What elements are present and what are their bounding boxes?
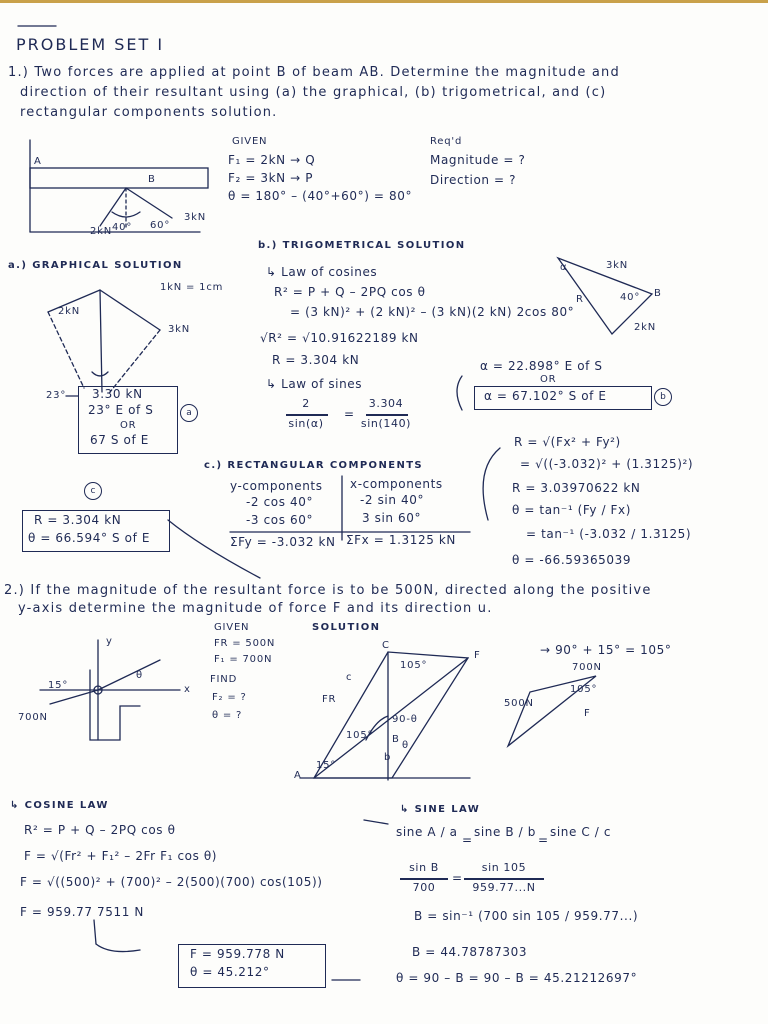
para-c-lower: c [346, 672, 353, 683]
rect-y-row-2: -3 cos 60° [246, 513, 314, 527]
p1-given-2: F₂ = 3kN → P [228, 171, 314, 185]
p2-find-2: θ = ? [212, 710, 243, 721]
graphical-answer-3: 67 S of E [90, 433, 149, 447]
g-arc [92, 372, 108, 376]
tri-label-3kn: 3kN [606, 260, 629, 271]
p1-fig-label-a: A [34, 156, 42, 167]
rect-x-row-2: 3 sin 60° [362, 511, 422, 525]
sine-ratio-2: sine B / b [474, 825, 536, 839]
p1-reqd-2: Direction = ? [430, 173, 517, 187]
trig-or: OR [540, 374, 557, 385]
sine-ratio-eq2: = [538, 833, 549, 847]
p1-statement-line-3: rectangular components solution. [20, 105, 278, 120]
trig-line-2: = (3 kN)² + (2 kN)² – (3 kN)(2 kN) 2cos 80° [290, 305, 575, 319]
p1-reqd-label: Req'd [430, 136, 463, 147]
rect-y-head: y-components [230, 479, 323, 493]
para-15: 15° [316, 760, 337, 771]
sine-ratio-1: sine A / a [396, 825, 458, 839]
para-fr: FR [322, 694, 337, 705]
para-105b: 105° [346, 730, 374, 741]
rect-r-line-3: R = 3.03970622 kN [512, 481, 641, 495]
g-resultant [100, 290, 102, 392]
brace-b [457, 376, 462, 410]
graphical-tag: a [180, 404, 198, 422]
tri2-700n: 700N [572, 662, 602, 673]
sine-ratio-eq1: = [462, 833, 473, 847]
rect-r-line-6: θ = -66.59365039 [512, 553, 632, 567]
trig-line-4: R = 3.304 kN [272, 353, 360, 367]
graphical-label-23: 23° [46, 390, 67, 401]
p2-given-1: FR = 500N [214, 638, 276, 649]
g-dash1 [48, 312, 84, 388]
rect-r-line-5: = tan⁻¹ (-3.032 / 1.3125) [526, 527, 692, 541]
trig-frac-left-top: 2 [302, 397, 310, 410]
tri-label-2kn: 2kN [634, 322, 657, 333]
p2-statement-line-1: 2.) If the magnitude of the resultant force is to be 500N, directed along the positive [4, 583, 652, 598]
p2-answer-2: θ = 45.212° [190, 965, 270, 979]
tri2-sum: → 90° + 15° = 105° [540, 643, 672, 657]
p2-statement-line-2: y-axis determine the magnitude of force F and its direction u. [18, 601, 493, 616]
graphical-answer-1: 3.30 kN [92, 387, 143, 401]
p1-fig-label-40: 40° [112, 222, 133, 233]
p1-fig-label-2kn: 2kN [90, 226, 113, 237]
beam [30, 168, 208, 188]
rect-sum-y: ΣFy = -3.032 kN [230, 535, 336, 549]
sine-b-line: B = sin⁻¹ (700 sin 105 / 959.77...) [414, 909, 639, 923]
force-2kn-line [100, 188, 126, 226]
para-a: A [294, 770, 302, 781]
cosine-line-2: F = √(Fr² + F₁² – 2Fr F₁ cos θ) [24, 849, 218, 863]
trig-frac-left-bar [286, 414, 328, 416]
graphical-label-2kn: 2kN [58, 306, 81, 317]
trig-frac-left-bot: sin(α) [288, 417, 324, 430]
brace-c [483, 448, 500, 520]
rect-tag: c [84, 482, 102, 500]
trig-heading: b.) TRIGOMETRICAL SOLUTION [258, 240, 466, 251]
p2-find-label: FIND [210, 674, 238, 685]
graphical-answer-2: 23° E of S [88, 403, 154, 417]
sine-frac2-bar [464, 878, 544, 880]
para-f: F [474, 650, 481, 661]
p2-fig-x: x [184, 684, 191, 695]
trig-alpha-2: α = 67.102° S of E [484, 389, 607, 403]
rect-x-row-1: -2 sin 40° [360, 493, 425, 507]
p2-fig-15: 15° [48, 680, 69, 691]
sine-frac2-top: sin 105 [481, 861, 527, 874]
trig-frac-right-bot: sin(140) [360, 417, 412, 430]
p1-statement-line-2: direction of their resultant using (a) the graphical, (b) trigometrical, and (c) [20, 85, 607, 100]
sine-frac1-top: sin B [409, 861, 439, 874]
para-105: 105° [400, 660, 428, 671]
rect-r-line-2: = √((-3.032)² + (1.3125)²) [520, 457, 694, 471]
g-3kn [100, 290, 160, 330]
p2-arrow-curve [96, 944, 140, 952]
p2-fig-y: y [106, 636, 113, 647]
sine-frac1-bar [400, 878, 448, 880]
graphical-label-3kn: 3kN [168, 324, 191, 335]
trig-law-sin: ↳ Law of sines [266, 377, 363, 391]
p1-given-label: GIVEN [232, 136, 268, 147]
trig-line-1: R² = P + Q – 2PQ cos θ [274, 285, 426, 299]
sine-arrow [364, 820, 388, 824]
graphical-scale: 1kN = 1cm [160, 282, 224, 293]
tri2-f: F [584, 708, 591, 719]
p1-reqd-1: Magnitude = ? [430, 153, 526, 167]
rect-x-head: x-components [350, 477, 443, 491]
para-b-lower: b [384, 752, 392, 763]
p2-700-line [50, 690, 98, 704]
rect-answer-2: θ = 66.594° S of E [28, 531, 151, 545]
cosine-line-1: R² = P + Q – 2PQ cos θ [24, 823, 176, 837]
trig-tag: b [654, 388, 672, 406]
p2-given-label: GIVEN [214, 622, 250, 633]
p1-fig-label-b: B [148, 174, 156, 185]
para-angb: 90-θ [392, 714, 418, 725]
sine-heading: ↳ SINE LAW [400, 804, 481, 815]
p2-solution-label: SOLUTION [312, 622, 381, 633]
tri2-105: 105° [570, 684, 598, 695]
trig-law-cos: ↳ Law of cosines [266, 265, 378, 279]
rect-r-line-1: R = √(Fx² + Fy²) [514, 435, 621, 449]
para-c: C [382, 640, 390, 651]
p2-answer-1: F = 959.778 N [190, 947, 285, 961]
p1-fig-label-60: 60° [150, 220, 171, 231]
sine-frac2-bot: 959.77...N [472, 881, 536, 894]
para-theta: θ [402, 740, 409, 751]
p2-find-1: F₂ = ? [212, 692, 247, 703]
g-dash2 [110, 330, 160, 392]
tri-label-alpha: α [560, 262, 568, 273]
p2-f-line [98, 660, 160, 690]
force-3kn-line [126, 188, 172, 218]
cosine-heading: ↳ COSINE LAW [10, 800, 109, 811]
page-title: PROBLEM SET I [16, 35, 165, 54]
sine-theta-line: θ = 90 – B = 90 – B = 45.21212697° [396, 971, 638, 985]
rect-heading: c.) RECTANGULAR COMPONENTS [204, 460, 424, 471]
cosine-line-4: F = 959.77 7511 N [20, 905, 144, 919]
tri2-500n: 500N [504, 698, 534, 709]
graphical-answer-or: OR [120, 420, 137, 431]
trig-equals: = [344, 407, 355, 421]
p1-given-3: θ = 180° – (40°+60°) = 80° [228, 189, 413, 203]
graphical-heading: a.) GRAPHICAL SOLUTION [8, 260, 183, 271]
sine-ratio-3: sine C / c [550, 825, 612, 839]
tri-label-r: R [576, 294, 584, 305]
p1-given-1: F₁ = 2kN → Q [228, 153, 316, 167]
tri-label-40: 40° [620, 292, 641, 303]
p2-given-2: F₁ = 700N [214, 654, 273, 665]
trig-frac-right-bar [366, 414, 408, 416]
trig-alpha-1: α = 22.898° E of S [480, 359, 603, 373]
trig-line-3: √R² = √10.91622189 kN [260, 331, 419, 345]
rect-answer-1: R = 3.304 kN [34, 513, 122, 527]
sine-frac1-bot: 700 [412, 881, 436, 894]
cosine-line-3: F = √((500)² + (700)² – 2(500)(700) cos(105)) [20, 875, 323, 889]
trig-frac-right-top: 3.304 [368, 397, 404, 410]
sine-frac-equals: = [452, 871, 463, 885]
p2-fig-theta: θ [136, 670, 143, 681]
p2-fig-700n: 700N [18, 712, 48, 723]
p2-arrow-down [94, 920, 96, 944]
para-b: B [392, 734, 400, 745]
tri-label-b: B [654, 288, 662, 299]
p1-fig-label-3kn: 3kN [184, 212, 207, 223]
rect-r-line-4: θ = tan⁻¹ (Fy / Fx) [512, 503, 631, 517]
rect-sum-x: ΣFx = 1.3125 kN [346, 533, 456, 547]
p1-statement-line-1: 1.) Two forces are applied at point B of beam AB. Determine the magnitude and [8, 65, 620, 80]
sine-b-val: B = 44.78787303 [412, 945, 528, 959]
rect-y-row-1: -2 cos 40° [246, 495, 314, 509]
